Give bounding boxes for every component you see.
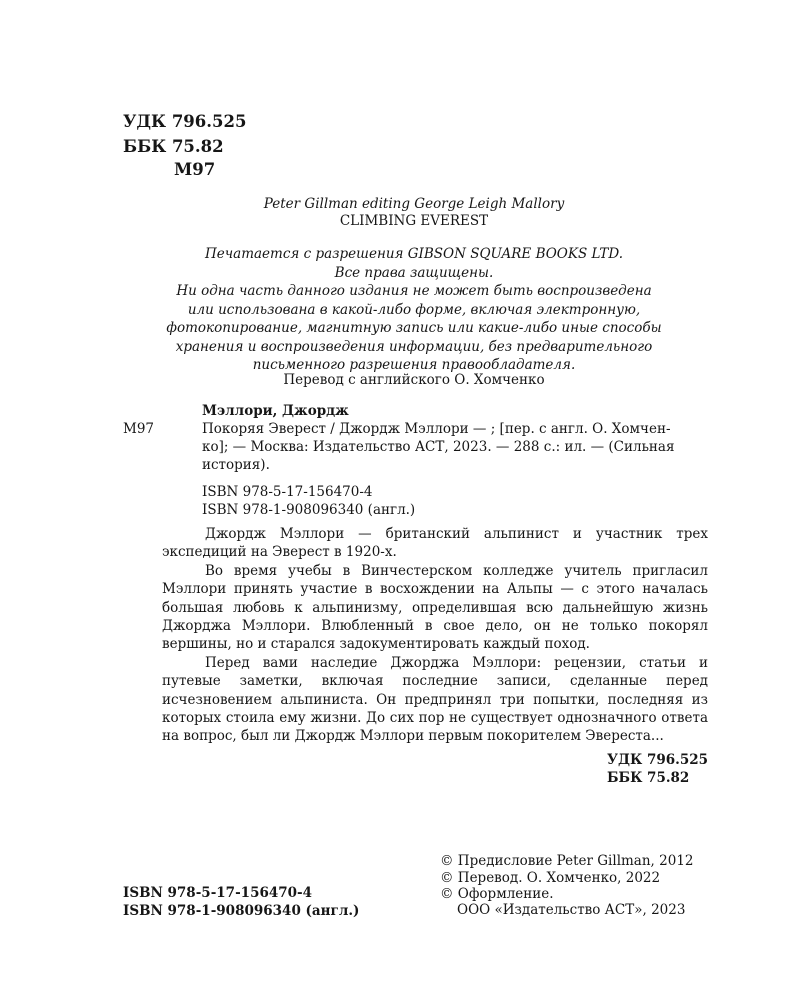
copyright-line: © Предисловие Peter Gillman, 2012 bbox=[440, 853, 694, 869]
rights-line: письменного разрешения правообладателя. bbox=[252, 357, 576, 373]
annotation-paragraph: Джордж Мэллори — британский альпинист и участник трех экспедиций на Эверест в 1920-х. bbox=[162, 526, 708, 561]
bib-description bbox=[202, 420, 707, 475]
bib-isbn: ISBN 978-1-908096340 (англ.) bbox=[202, 502, 416, 519]
original-authors: Peter Gillman editing George Leigh Mallory bbox=[263, 196, 565, 212]
rights-line: фотокопирование, магнитную запись или какие-либо иные способы bbox=[166, 320, 662, 336]
bbk-code: ББК 75.82 bbox=[123, 137, 224, 156]
bib-line: ко]; — Москва: Издательство АСТ, 2023. — 288 с.: ил. — (Сильная bbox=[202, 439, 675, 456]
bib-isbn: ISBN 978-5-17-156470-4 bbox=[202, 484, 373, 500]
rights-notice bbox=[0, 245, 800, 375]
rights-line: или использована в какой-либо форме, включая электронную, bbox=[187, 301, 641, 318]
copyright-line: © Перевод. О. Хомченко, 2022 bbox=[440, 870, 661, 886]
annotation-paragraph: Перед вами наследие Джорджа Мэллори: рецензии, статьи и путевые заметки, включая последние записи, сделанные перед исчезновением альпиниста. Он предпринял три попытки, последняя из которых стоила ему жизни. До сих пор не существует однозначного ответа на вопрос, был ли Джордж Мэллори первым покорителем Эвереста... bbox=[162, 654, 708, 745]
rights-line: Все права защищены. bbox=[334, 264, 494, 281]
copyright-line: © Оформление. bbox=[440, 886, 554, 902]
bib-margin-mark: М97 bbox=[123, 421, 155, 437]
bib-author: Мэллори, Джордж bbox=[202, 403, 349, 419]
rights-line: Печатается с разрешения GIBSON SQUARE BOOKS LTD. bbox=[205, 246, 623, 262]
copyright-line: ООО «Издательство АСТ», 2023 bbox=[457, 902, 686, 918]
rights-line: Ни одна часть данного издания не может быть воспроизведена bbox=[176, 283, 652, 299]
translation-credit: Перевод с английского О. Хомченко bbox=[283, 372, 545, 388]
bib-line: Покоряя Эверест / Джордж Мэллори — ; [пер. с англ. О. Хомчен- bbox=[202, 421, 671, 437]
author-mark: М97 bbox=[174, 160, 216, 179]
rights-line: хранения и воспроизведения информации, без предварительного bbox=[175, 338, 653, 355]
classification-udk: УДК 796.525 bbox=[607, 752, 708, 768]
bib-line: история). bbox=[202, 457, 270, 474]
bib-isbn-list bbox=[202, 483, 707, 519]
udk-code: УДК 796.525 bbox=[123, 112, 247, 131]
annotation-paragraph: Во время учебы в Винчестерском колледже учитель пригласил Мэллори принять участие в восхождении на Альпы — с этого началась большая любовь к альпинизму, определившая всю дальнейшую жизнь Джорджа Мэллори. Влюбленный в свое дело, он не только покорял вершины, но и старался задокументировать каждый поход. bbox=[162, 562, 708, 653]
footer-isbn: ISBN 978-1-908096340 (англ.) bbox=[123, 903, 360, 919]
original-title: CLIMBING EVEREST bbox=[339, 213, 489, 229]
annotation bbox=[162, 525, 708, 746]
footer-isbn: ISBN 978-5-17-156470-4 bbox=[123, 885, 313, 901]
classification-bbk: ББК 75.82 bbox=[607, 770, 690, 786]
